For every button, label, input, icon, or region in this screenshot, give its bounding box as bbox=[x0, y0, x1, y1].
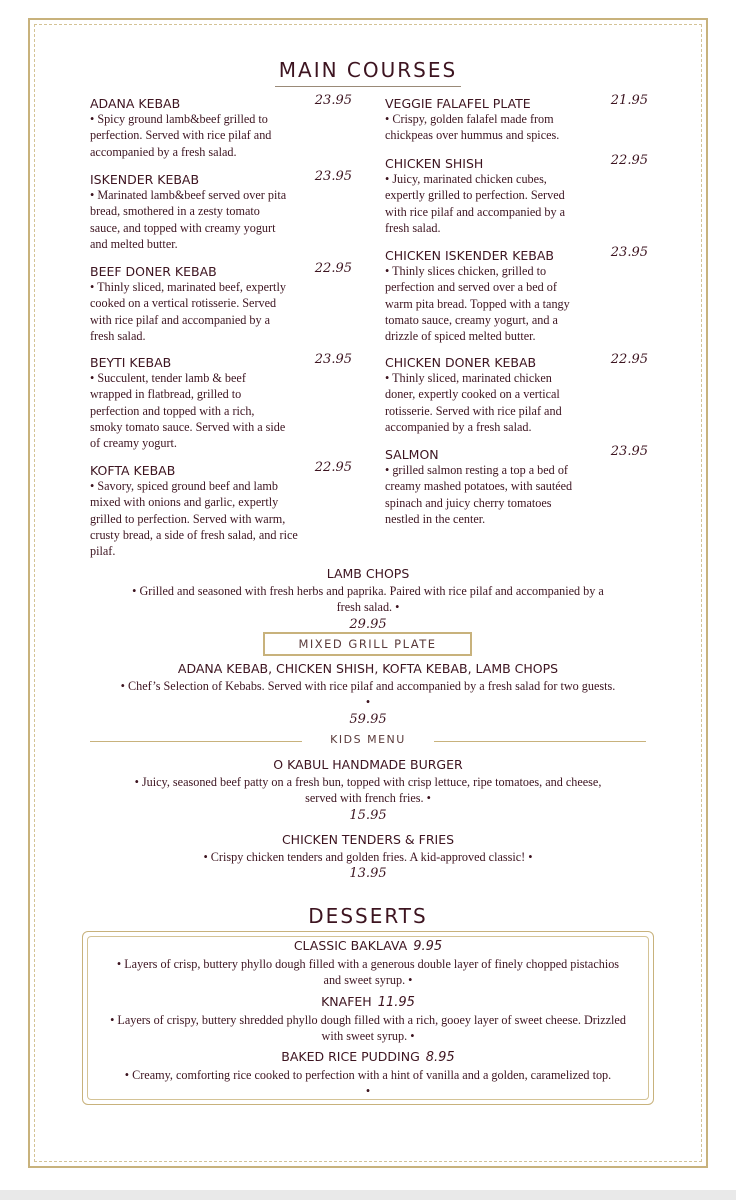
item-price: 15.95 bbox=[349, 807, 387, 823]
item-description: • Juicy, marinated chicken cubes, expertly grilled to perfection. Served with rice pilaf and accompanied by a fresh salad. bbox=[385, 172, 566, 235]
item-description: • Layers of crisp, buttery phyllo dough filled with a generous double layer of finely chopped pistachios and sweet syrup. • bbox=[116, 957, 620, 988]
item-price: 21.95 bbox=[610, 93, 648, 108]
item-name: KOFTA KEBAB bbox=[90, 463, 176, 478]
item-name: SALMON bbox=[385, 447, 439, 462]
item-description: • Crispy chicken tenders and golden fries. A kid-approved classic! • bbox=[203, 850, 533, 864]
item-name: LAMB CHOPS bbox=[326, 566, 410, 581]
item-name: CHICKEN TENDERS & FRIES bbox=[281, 832, 455, 847]
item-price: 22.95 bbox=[610, 352, 648, 367]
item-price: 23.95 bbox=[314, 169, 352, 184]
item-description: • Layers of crispy, buttery shredded phyllo dough filled with a rich, gooey layer of sweet cheese. Drizzled with sweet syrup. • bbox=[110, 1013, 626, 1044]
item-price: 13.95 bbox=[349, 866, 387, 882]
item-name: KNAFEH bbox=[321, 994, 372, 1009]
item-name: BEYTI KEBAB bbox=[90, 355, 172, 370]
mixed-grill-label: MIXED GRILL PLATE bbox=[263, 632, 472, 656]
item-price: 23.95 bbox=[314, 352, 352, 367]
menu-item-o-kabul-burger bbox=[120, 756, 616, 825]
item-description: • Crispy, golden falafel made from chickpeas over hummus and spices. bbox=[385, 112, 560, 143]
item-name: O KABUL HANDMADE BURGER bbox=[273, 757, 463, 772]
item-price: 23.95 bbox=[314, 93, 352, 108]
item-description: • grilled salmon resting a top a bed of creamy mashed potatoes, with sautéed spinach and juicy cherry tomatoes nestled in the center. bbox=[385, 463, 573, 526]
item-price: 9.95 bbox=[413, 939, 443, 954]
kids-menu-label: KIDS MENU bbox=[330, 733, 406, 746]
item-description: • Marinated lamb&beef served over pita bread, smothered in a zesty tomato sauce, and topped with creamy yogurt and melted butter. bbox=[90, 188, 287, 251]
menu-item-chicken-iskender-kebab bbox=[385, 245, 648, 344]
item-price: 22.95 bbox=[610, 153, 648, 168]
dessert-classic-baklava bbox=[110, 937, 626, 989]
item-name: BAKED RICE PUDDING bbox=[281, 1049, 420, 1064]
item-price: 22.95 bbox=[314, 261, 352, 276]
item-name: CHICKEN SHISH bbox=[385, 156, 484, 171]
main-courses-title: MAIN COURSES bbox=[278, 58, 458, 82]
item-name: CHICKEN ISKENDER KEBAB bbox=[385, 248, 555, 263]
desserts-title: DESSERTS bbox=[308, 904, 428, 928]
item-price: 11.95 bbox=[377, 995, 415, 1010]
item-description: • Thinly sliced, marinated beef, expertly cooked on a vertical rotisserie. Served with rice pilaf and accompanied by a fresh salad. bbox=[90, 280, 286, 343]
item-description: • Creamy, comforting rice cooked to perfection with a hint of vanilla and a golden, caramelized top. bbox=[124, 1068, 612, 1082]
menu-item-chicken-shish bbox=[385, 153, 648, 236]
item-name: CHICKEN DONER KEBAB bbox=[385, 355, 537, 370]
item-price: 23.95 bbox=[610, 444, 648, 459]
item-name: VEGGIE FALAFEL PLATE bbox=[385, 96, 531, 111]
item-description: • Thinly sliced, marinated chicken doner, expertly cooked on a vertical rotisserie. Served with rice pilaf and accompanied by a fresh salad. bbox=[385, 371, 562, 434]
item-description: • Spicy ground lamb&beef grilled to perfection. Served with rice pilaf and accompanied by a fresh salad. bbox=[90, 112, 272, 159]
menu-item-lamb-chops bbox=[120, 565, 616, 634]
item-name: ADANA KEBAB bbox=[90, 96, 181, 111]
item-bullet: • bbox=[365, 695, 371, 710]
menu-item-kofta-kebab bbox=[90, 460, 352, 559]
menu-item-iskender-kebab bbox=[90, 169, 352, 252]
item-name: CLASSIC BAKLAVA bbox=[293, 938, 408, 953]
menu-item-chicken-doner-kebab bbox=[385, 352, 648, 435]
kids-divider-left bbox=[90, 741, 302, 742]
item-description: • Chef’s Selection of Kebabs. Served with rice pilaf and accompanied by a fresh salad for two guests. bbox=[120, 679, 616, 693]
item-name: ISKENDER KEBAB bbox=[90, 172, 200, 187]
item-price: 23.95 bbox=[610, 245, 648, 260]
menu-item-mixed-grill-plate bbox=[100, 660, 636, 729]
item-name: ADANA KEBAB, CHICKEN SHISH, KOFTA KEBAB, LAMB CHOPS bbox=[177, 661, 559, 676]
item-description: • Thinly slices chicken, grilled to perfection and served over a bed of warm pita bread. Topped with a tangy tomato sauce, creamy yogurt, and a drizzle of spiced melted butter. bbox=[385, 264, 570, 344]
dessert-baked-rice-pudding bbox=[110, 1048, 626, 1100]
item-description: • Succulent, tender lamb & beef wrapped in flatbread, grilled to perfection and topped with a rich, smoky tomato sauce. Served with a side of creamy yogurt. bbox=[90, 371, 286, 451]
menu-item-beef-doner-kebab bbox=[90, 261, 352, 344]
item-price: 29.95 bbox=[349, 616, 387, 632]
menu-item-salmon bbox=[385, 444, 648, 527]
main-courses-rule bbox=[275, 86, 461, 87]
menu-item-beyti-kebab bbox=[90, 352, 352, 451]
menu-item-chicken-tenders bbox=[120, 831, 616, 883]
menu-item-veggie-falafel-plate bbox=[385, 93, 648, 144]
item-price: 8.95 bbox=[425, 1050, 455, 1065]
dessert-knafeh bbox=[110, 993, 626, 1045]
item-price: 22.95 bbox=[314, 460, 352, 475]
item-price: 59.95 bbox=[349, 711, 387, 727]
menu-item-adana-kebab bbox=[90, 93, 352, 160]
item-description: • Savory, spiced ground beef and lamb mixed with onions and garlic, expertly grilled to perfection. Served with warm, crusty bread, a side of fresh salad, and rice pilaf. bbox=[90, 479, 298, 559]
kids-divider-right bbox=[434, 741, 646, 742]
bottom-bar bbox=[0, 1190, 736, 1200]
item-bullet: • bbox=[365, 1084, 371, 1099]
item-description: • Juicy, seasoned beef patty on a fresh bun, topped with crisp lettuce, ripe tomatoes, and cheese, served with french fries. • bbox=[134, 775, 602, 806]
item-name: BEEF DONER KEBAB bbox=[90, 264, 217, 279]
item-description: • Grilled and seasoned with fresh herbs and paprika. Paired with rice pilaf and accompanied by a fresh salad. • bbox=[132, 584, 604, 615]
